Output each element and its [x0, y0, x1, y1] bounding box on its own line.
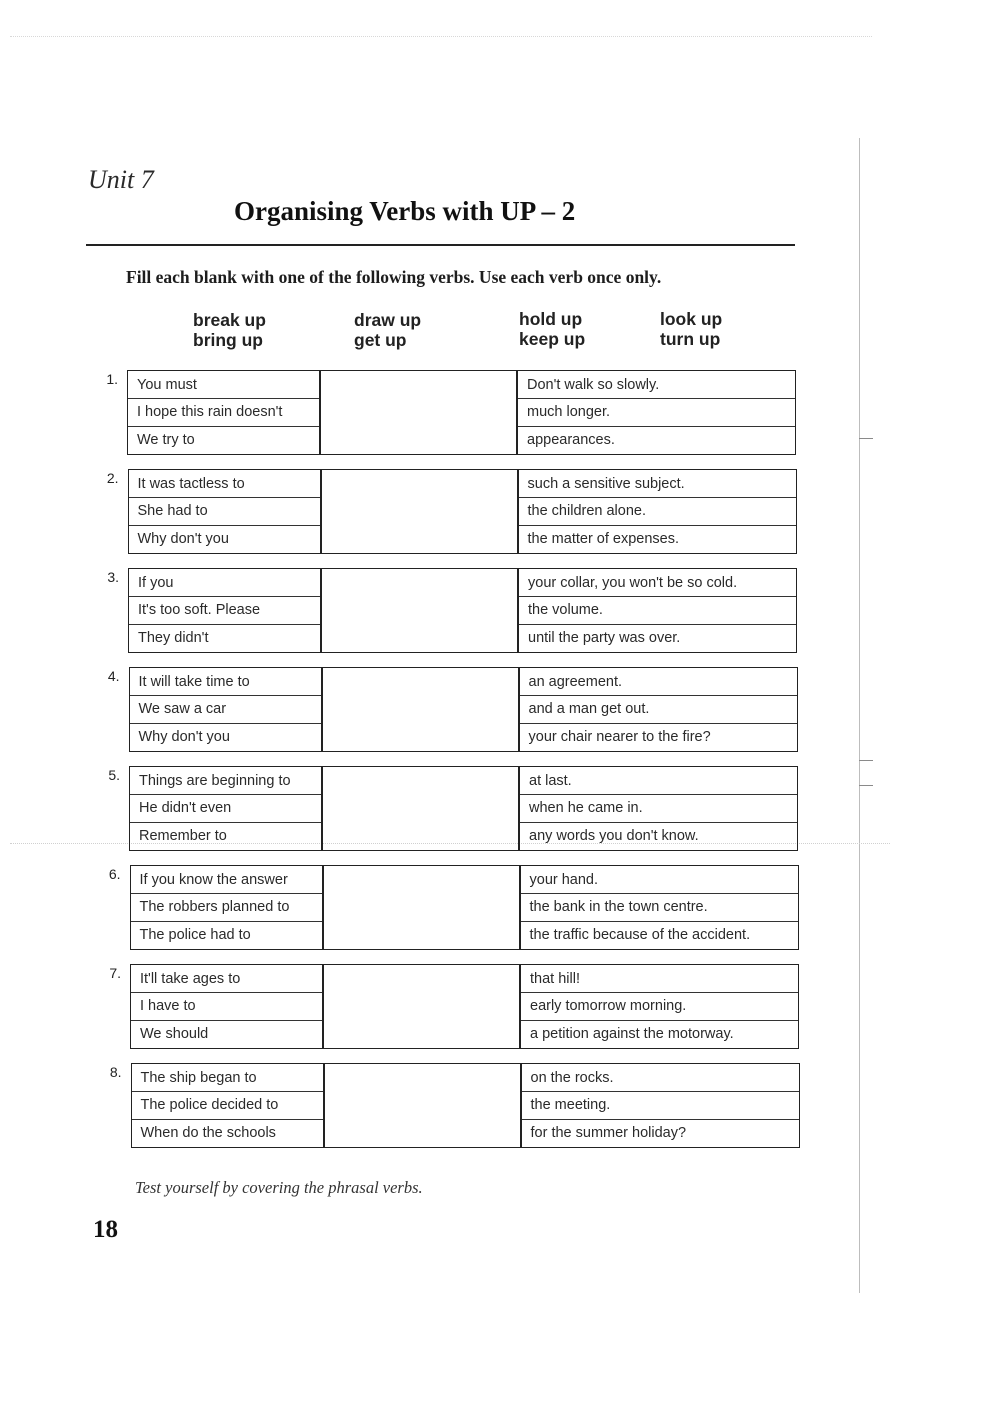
sentence-end: the traffic because of the accident. — [521, 921, 798, 948]
sentence-end: early tomorrow morning. — [521, 992, 798, 1019]
scan-edge-tick — [859, 438, 873, 439]
exercise-number: 4. — [107, 668, 120, 684]
scan-top-dotted-line — [10, 36, 872, 37]
exercise-number: 2. — [106, 470, 119, 486]
sentence-end: until the party was over. — [519, 624, 796, 651]
sentence-end: Don't walk so slowly. — [527, 376, 660, 393]
answer-blank-column[interactable] — [321, 469, 518, 554]
scan-edge-tick — [859, 785, 873, 786]
sentence-start: He didn't even — [130, 794, 321, 821]
sentence-start-column — [128, 568, 321, 653]
exercise-number: 6. — [108, 866, 121, 882]
sentence-start-column — [130, 964, 323, 1049]
sentence-end: on the rocks. — [530, 1069, 614, 1086]
scan-edge-tick — [859, 760, 873, 761]
sentence-end: your hand. — [529, 871, 599, 888]
sentence-start: You must — [137, 376, 197, 393]
sentence-start: It was tactless to — [137, 475, 245, 492]
sentence-start-column — [131, 1063, 324, 1148]
word-bank-verb: draw up — [354, 310, 422, 330]
exercise-number: 5. — [108, 767, 120, 783]
title-rule — [86, 244, 795, 246]
sentence-start: We saw a car — [130, 695, 321, 722]
footer-note: Test yourself by covering the phrasal verbs. — [135, 1178, 423, 1197]
sentence-start: We try to — [128, 426, 319, 453]
sentence-end: at last. — [529, 772, 572, 789]
sentence-start-column — [129, 667, 322, 752]
sentence-end-column — [518, 469, 797, 554]
answer-blank-column[interactable] — [324, 1063, 521, 1148]
sentence-end-column — [520, 865, 799, 950]
sentence-start: We should — [131, 1020, 322, 1047]
sentence-end: the volume. — [519, 596, 796, 623]
sentence-start: Things are beginning to — [139, 772, 291, 789]
sentence-end-column — [519, 766, 798, 851]
sentence-end: an agreement. — [528, 673, 623, 690]
word-bank-verb: turn up — [660, 329, 721, 349]
sentence-start: The robbers planned to — [131, 893, 322, 920]
sentence-end-column — [521, 1063, 800, 1148]
sentence-start: It's too soft. Please — [129, 596, 320, 623]
sentence-start: The police had to — [131, 921, 322, 948]
sentence-start-column — [128, 469, 321, 554]
sentence-end: a petition against the motorway. — [521, 1020, 798, 1047]
word-bank-verb: hold up — [519, 309, 583, 329]
sentence-start: If you know the answer — [139, 871, 288, 888]
sentence-end: your collar, you won't be so cold. — [528, 574, 738, 591]
unit-label: Unit 7 — [88, 165, 154, 194]
exercise-number: 3. — [107, 569, 119, 585]
sentence-start-column — [129, 766, 322, 851]
sentence-start: She had to — [129, 497, 320, 524]
answer-blank-column[interactable] — [322, 667, 519, 752]
sentence-end-column — [518, 568, 797, 653]
sentence-start: Why don't you — [130, 723, 321, 750]
sentence-start: The ship began to — [140, 1069, 257, 1086]
sentence-end: the bank in the town centre. — [521, 893, 798, 920]
sentence-start: Remember to — [130, 822, 321, 849]
scan-right-edge-line — [859, 138, 860, 1293]
sentence-end-column — [520, 964, 799, 1049]
sentence-start: It will take time to — [138, 673, 250, 690]
page-title: Organising Verbs with UP – 2 — [234, 196, 576, 226]
sentence-end: your chair nearer to the fire? — [520, 723, 797, 750]
answer-blank-column[interactable] — [323, 865, 520, 950]
sentence-end: much longer. — [518, 398, 795, 425]
sentence-start-column — [130, 865, 323, 950]
sentence-end: for the summer holiday? — [522, 1119, 799, 1146]
sentence-start: I have to — [131, 992, 322, 1019]
word-bank-verb: bring up — [193, 330, 263, 350]
sentence-end: such a sensitive subject. — [527, 475, 685, 492]
sentence-end: appearances. — [518, 426, 795, 453]
sentence-end: the matter of expenses. — [519, 525, 796, 552]
exercise-number: 8. — [109, 1064, 122, 1080]
sentence-end: and a man get out. — [520, 695, 797, 722]
page-number: 18 — [93, 1216, 118, 1243]
sentence-start: I hope this rain doesn't — [128, 398, 319, 425]
sentence-end: any words you don't know. — [520, 822, 797, 849]
sentence-start: Why don't you — [129, 525, 320, 552]
answer-blank-column[interactable] — [321, 568, 518, 653]
exercise-number: 7. — [109, 965, 121, 981]
sentence-end: the meeting. — [522, 1091, 799, 1118]
sentence-start: The police decided to — [132, 1091, 323, 1118]
sentence-start: They didn't — [129, 624, 320, 651]
sentence-end: when he came in. — [520, 794, 797, 821]
answer-blank-column[interactable] — [323, 964, 520, 1049]
instructions: Fill each blank with one of the following verbs. Use each verb once only. — [126, 267, 662, 287]
sentence-end: the children alone. — [519, 497, 796, 524]
exercise-number: 1. — [106, 371, 118, 387]
sentence-end-column — [519, 667, 798, 752]
sentence-start: It'll take ages to — [140, 970, 241, 987]
word-bank-verb: get up — [354, 330, 407, 350]
word-bank-verb: look up — [660, 309, 723, 329]
answer-blank-column[interactable] — [320, 370, 517, 455]
answer-blank-column[interactable] — [322, 766, 519, 851]
sentence-start: When do the schools — [132, 1119, 323, 1146]
sentence-end: that hill! — [530, 970, 580, 987]
word-bank-verb: break up — [193, 310, 266, 330]
word-bank-verb: keep up — [519, 329, 586, 349]
sentence-end-column — [517, 370, 796, 455]
sentence-start-column — [127, 370, 320, 455]
sentence-start: If you — [138, 574, 174, 591]
